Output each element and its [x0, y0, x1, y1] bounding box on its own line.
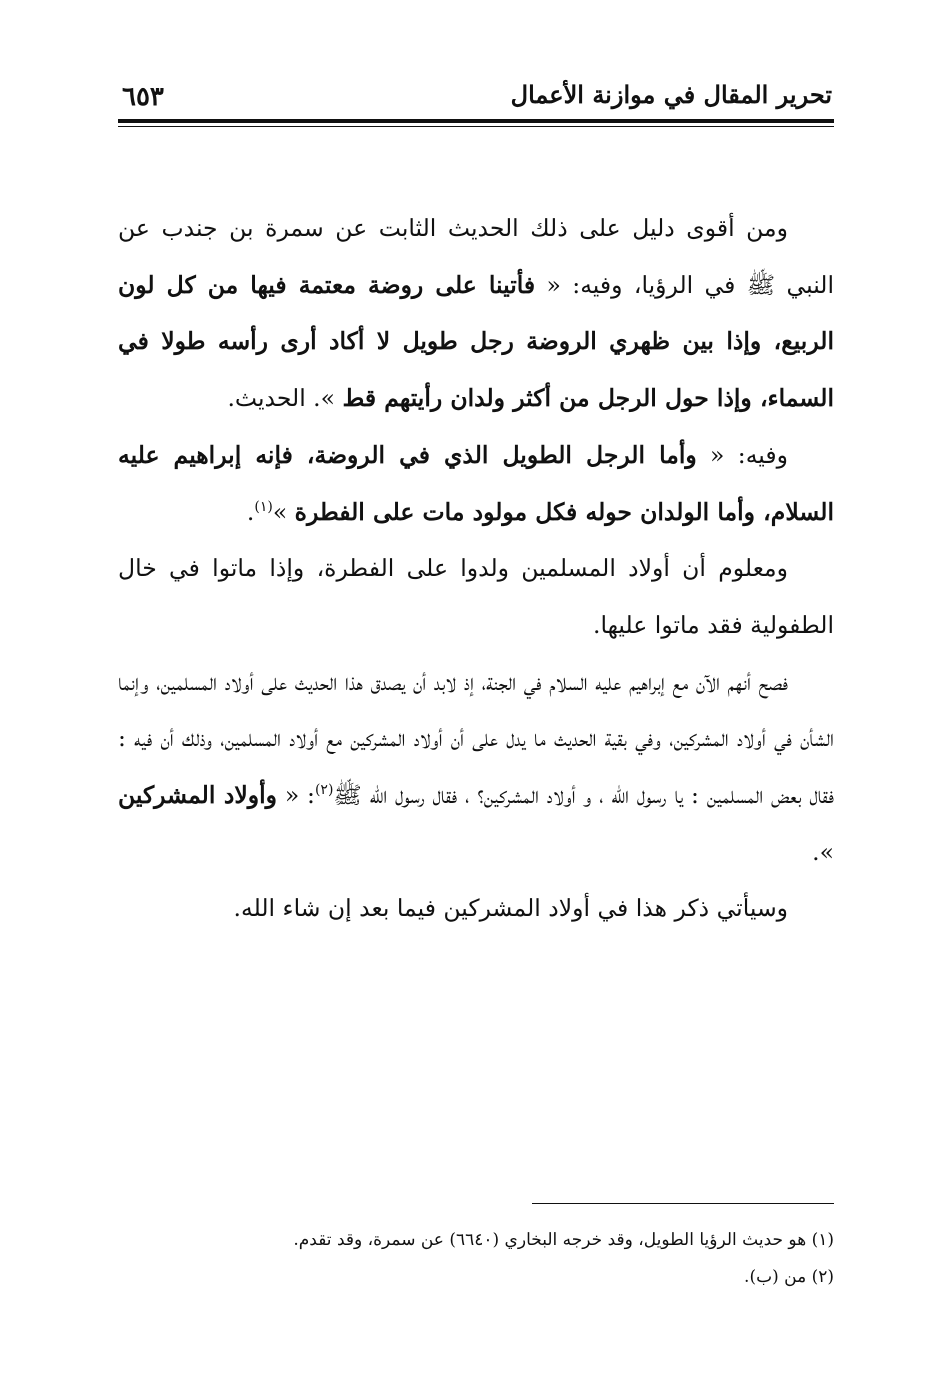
- paragraph-1: [118, 200, 834, 427]
- footnotes: [118, 1222, 834, 1296]
- footnote-ref-2: (٢): [314, 782, 334, 799]
- p2-intro: وفيه: «: [696, 440, 788, 469]
- footnote-ref-1: (١): [254, 498, 273, 515]
- running-title: تحرير المقال في موازنة الأعمال: [510, 80, 832, 109]
- footnote-2: (٢) من (ب).: [744, 1267, 834, 1287]
- p1-quote: فأتينا على روضة معتمة فيها من كل لون الربيع، وإذا بين ظهري الروضة رجل طويل لا أكاد أرى رأسه طولا في السماء، وإذا حول الرجل من أكثر ولدان رأيتهم قط: [118, 270, 834, 413]
- main-text: [118, 200, 834, 937]
- p2-end: .: [246, 497, 255, 526]
- p4-colon: : «: [277, 781, 315, 810]
- paragraph-3: ومعلوم أن أولاد المسلمين ولدوا على الفطرة، وإذا ماتوا في خال الطفولية فقد ماتوا عليها.: [118, 554, 834, 639]
- p2-quote: وأما الرجل الطويل الذي في الروضة، فإنه إبراهيم عليه السلام، وأما الولدان حوله فكل مولود مات على الفطرة: [118, 440, 834, 526]
- p2-close: »: [272, 497, 295, 526]
- page-header: [118, 78, 834, 116]
- header-rule-thin: [118, 126, 834, 127]
- footnote-1: (١) هو حديث الرؤيا الطويل، وقد خرجه البخاري (٦٦٤٠) عن سمرة، وقد تقدم.: [293, 1230, 834, 1250]
- footnote-separator: [532, 1203, 834, 1204]
- header-rule-thick: [118, 119, 834, 123]
- paragraph-2: [118, 427, 834, 540]
- p1-intro: ومن أقوى دليل على ذلك الحديث الثابت عن سمرة بن جندب عن النبي ﷺ في الرؤيا، وفيه: «: [118, 214, 834, 299]
- page-number: ٦٥٣: [122, 82, 164, 112]
- paragraph-4: [118, 654, 834, 881]
- p4-quote: وأولاد المشركين: [118, 781, 277, 810]
- paragraph-5: وسيأتي ذكر هذا في أولاد المشركين فيما بعد إن شاء الله.: [233, 894, 788, 923]
- p1-end: ». الحديث.: [227, 384, 343, 413]
- p4-end: ».: [812, 837, 834, 866]
- p4-text: فصح أنهم الآن مع إبراهيم عليه السلام في الجنة، إذ لابد أن يصدق هذا الحديث على أولاد المسلمين، وإنما الشأن في أولاد المشركين، وفي بقية الحديث ما يدل على أن أولاد المشركين مع أولاد المسلمين، وذلك أن فيه : فقال بعض المسلمين : يا رسول الله ، و أولاد المشركين؟ ، فقال رسول الله ﷺ: [118, 667, 834, 810]
